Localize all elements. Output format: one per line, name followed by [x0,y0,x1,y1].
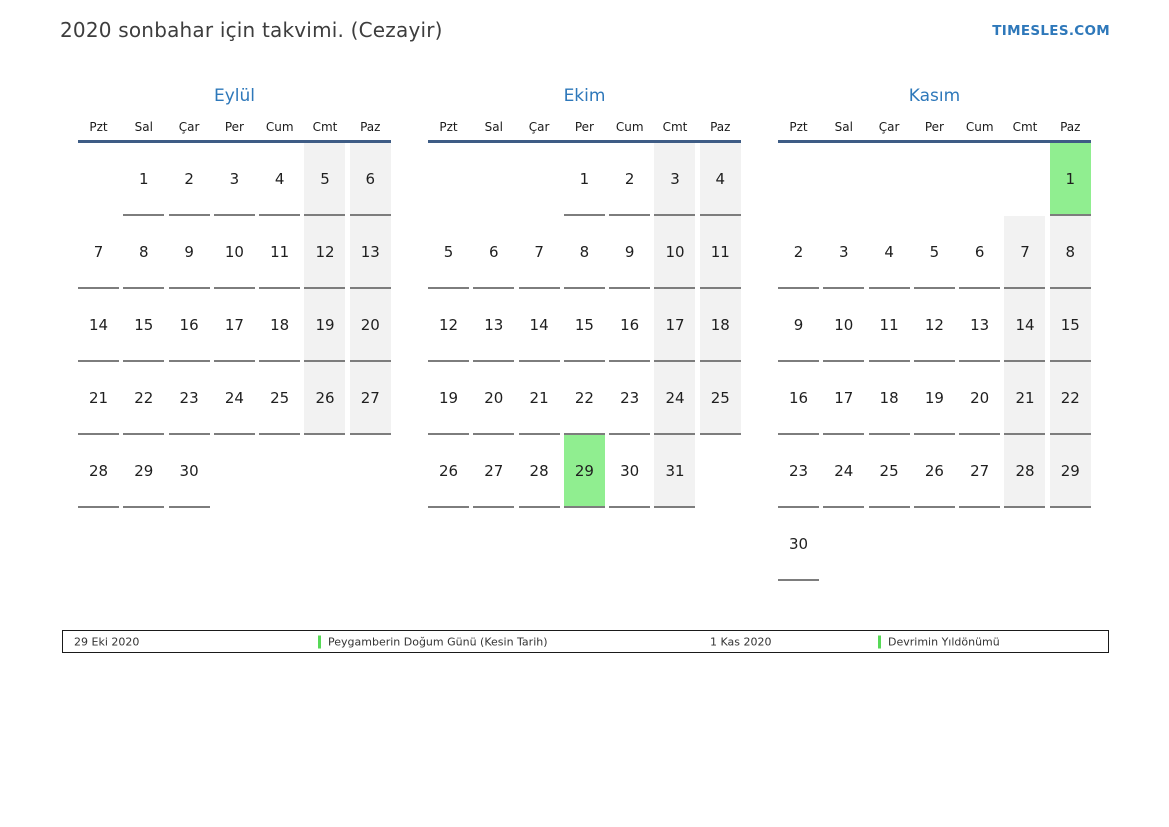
empty-cell [259,435,300,508]
day-cell: 25 [700,362,741,435]
day-cell: 21 [78,362,119,435]
weekday-label: Cum [615,120,644,134]
day-cell: 16 [778,362,819,435]
day-cell: 15 [1050,289,1091,362]
day-cell: 12 [428,289,469,362]
day-cell: 13 [959,289,1000,362]
empty-cell [1004,508,1045,581]
day-cell: 22 [123,362,164,435]
day-cell: 8 [564,216,605,289]
day-cell: 4 [700,143,741,216]
weekday-label: Çar [878,120,900,134]
day-cell: 22 [1050,362,1091,435]
empty-cell [914,143,955,216]
day-cell: 7 [1004,216,1045,289]
day-cell: 2 [169,143,210,216]
weekday-label: Per [224,120,244,134]
weekday-label: Per [574,120,594,134]
empty-cell [959,143,1000,216]
month-title: Kasım [908,86,961,106]
weekday-label: Cmt [1012,120,1038,134]
day-cell: 3 [823,216,864,289]
empty-cell [700,435,741,508]
day-cell: 30 [609,435,650,508]
day-cell: 28 [78,435,119,508]
day-cell: 11 [700,216,741,289]
holiday-date: 29 Eki 2020 [74,635,140,648]
weekday-header-row [428,120,741,135]
empty-cell [1004,143,1045,216]
day-cell: 19 [914,362,955,435]
holiday-legend-item [318,635,548,648]
holiday-label: Peygamberin Doğum Günü (Kesin Tarih) [328,635,548,648]
day-cell: 28 [1004,435,1045,508]
holiday-label: Devrimin Yıldönümü [888,635,1000,648]
weekday-label: Sal [484,120,503,134]
day-cell: 24 [823,435,864,508]
day-cell: 23 [609,362,650,435]
day-cell: 2 [609,143,650,216]
calendar-months-container [78,84,1091,581]
day-cell: 18 [700,289,741,362]
day-cell: 7 [519,216,560,289]
day-cell: 17 [214,289,255,362]
day-cell: 14 [78,289,119,362]
day-cell: 14 [1004,289,1045,362]
day-cell: 11 [869,289,910,362]
page-title: 2020 sonbahar için takvimi. (Cezayir) [60,18,443,42]
day-cell: 6 [959,216,1000,289]
day-cell: 31 [654,435,695,508]
day-cell: 12 [304,216,345,289]
empty-cell [778,143,819,216]
month-grid [428,143,741,508]
weekday-label: Sal [134,120,153,134]
day-cell: 25 [259,362,300,435]
weekday-label: Cum [965,120,994,134]
weekday-label: Çar [528,120,550,134]
day-cell: 3 [654,143,695,216]
day-cell: 16 [609,289,650,362]
day-cell: 19 [304,289,345,362]
day-cell: 15 [123,289,164,362]
weekday-label: Sal [834,120,853,134]
month-grid [78,143,391,508]
day-cell: 8 [1050,216,1091,289]
day-cell: 20 [959,362,1000,435]
month-grid [778,143,1091,581]
empty-cell [959,508,1000,581]
day-cell: 26 [914,435,955,508]
day-cell: 9 [169,216,210,289]
day-cell: 23 [778,435,819,508]
month-title: Ekim [563,86,606,106]
empty-cell [78,143,119,216]
weekday-label: Pzt [89,120,108,134]
day-cell: 4 [869,216,910,289]
weekday-label: Cmt [662,120,688,134]
day-cell: 18 [259,289,300,362]
empty-cell [914,508,955,581]
day-cell: 21 [1004,362,1045,435]
day-cell: 3 [214,143,255,216]
day-cell: 17 [654,289,695,362]
day-cell: 7 [78,216,119,289]
day-cell: 27 [959,435,1000,508]
day-cell: 1 [123,143,164,216]
day-cell: 15 [564,289,605,362]
day-cell: 10 [214,216,255,289]
day-cell: 19 [428,362,469,435]
day-cell: 26 [428,435,469,508]
day-cell: 1 [564,143,605,216]
weekday-label: Paz [360,120,381,134]
month-title: Eylül [213,86,256,106]
holiday-marker-icon [878,635,881,648]
weekday-header-row [78,120,391,135]
day-cell: 27 [473,435,514,508]
weekday-label: Paz [710,120,731,134]
day-cell: 26 [304,362,345,435]
day-cell: 6 [350,143,391,216]
day-cell: 17 [823,362,864,435]
day-cell: 5 [304,143,345,216]
weekday-label: Çar [178,120,200,134]
weekday-label: Paz [1060,120,1081,134]
day-cell: 5 [428,216,469,289]
site-link[interactable]: TIMESLES.COM [992,23,1110,39]
day-cell: 9 [778,289,819,362]
day-cell: 30 [778,508,819,581]
day-cell: 24 [654,362,695,435]
day-cell: 13 [473,289,514,362]
weekday-label: Pzt [439,120,458,134]
day-cell: 8 [123,216,164,289]
empty-cell [823,143,864,216]
month-block [78,84,391,581]
holiday-legend-item [878,635,1000,648]
day-cell: 5 [914,216,955,289]
holiday-legend-box [62,630,1109,653]
empty-cell [823,508,864,581]
empty-cell [869,508,910,581]
weekday-label: Cum [265,120,294,134]
holiday-date: 1 Kas 2020 [710,635,772,648]
day-cell: 29 [564,435,605,508]
day-cell: 27 [350,362,391,435]
weekday-header-row [778,120,1091,135]
day-cell: 24 [214,362,255,435]
empty-cell [428,143,469,216]
day-cell: 22 [564,362,605,435]
empty-cell [473,143,514,216]
day-cell: 30 [169,435,210,508]
empty-cell [869,143,910,216]
day-cell: 10 [823,289,864,362]
day-cell: 12 [914,289,955,362]
weekday-label: Cmt [312,120,338,134]
day-cell: 1 [1050,143,1091,216]
day-cell: 20 [350,289,391,362]
empty-cell [519,143,560,216]
day-cell: 13 [350,216,391,289]
day-cell: 9 [609,216,650,289]
day-cell: 10 [654,216,695,289]
day-cell: 29 [123,435,164,508]
day-cell: 20 [473,362,514,435]
empty-cell [214,435,255,508]
weekday-label: Pzt [789,120,808,134]
day-cell: 11 [259,216,300,289]
day-cell: 2 [778,216,819,289]
day-cell: 4 [259,143,300,216]
weekday-label: Per [924,120,944,134]
day-cell: 16 [169,289,210,362]
empty-cell [304,435,345,508]
month-block [428,84,741,581]
empty-cell [350,435,391,508]
holiday-marker-icon [318,635,321,648]
empty-cell [1050,508,1091,581]
day-cell: 18 [869,362,910,435]
month-block [778,84,1091,581]
day-cell: 6 [473,216,514,289]
day-cell: 28 [519,435,560,508]
day-cell: 25 [869,435,910,508]
day-cell: 14 [519,289,560,362]
day-cell: 23 [169,362,210,435]
day-cell: 29 [1050,435,1091,508]
day-cell: 21 [519,362,560,435]
